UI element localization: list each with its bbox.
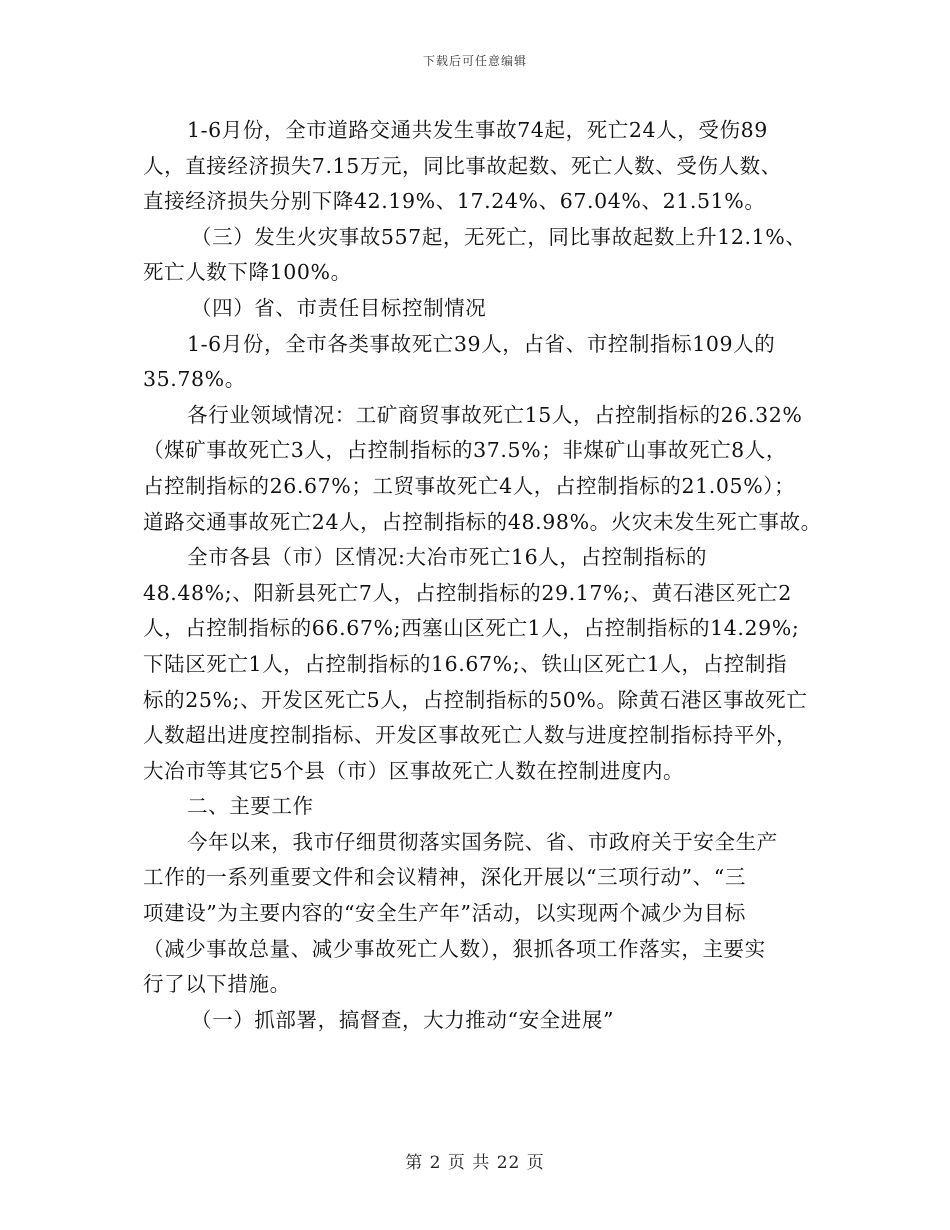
text-line: 人，直接经济损失7.15万元，同比事故起数、死亡人数、受伤人数、	[143, 153, 782, 178]
text-line: 人数超出进度控制指标、开发区事故死亡人数与进度控制指标持平外，	[143, 723, 798, 748]
text-line: 1-6月份，全市各类事故死亡39人，占省、市控制指标109人的	[187, 331, 776, 356]
text-line: 死亡人数下降100%。	[143, 260, 352, 285]
text-line: 下陆区死亡1人，占控制指标的16.67%;、铁山区死亡1人，占控制指	[143, 651, 788, 676]
text-line: （煤矿事故死亡3人，占控制指标的37.5%；非煤矿山事故死亡8人，	[143, 438, 788, 463]
text-line: 全市各县（市）区情况:大冶市死亡16人，占控制指标的	[187, 545, 708, 570]
text-line: 1-6月份，全市道路交通共发生事故74起，死亡24人，受伤89	[187, 118, 768, 142]
text-line: 人，占控制指标的66.67%;西塞山区死亡1人，占控制指标的14.29%;	[143, 616, 800, 641]
text-line: 项建设”为主要内容的“安全生产年”活动，以实现两个减少为目标	[143, 901, 746, 926]
text-line: 工作的一系列重要文件和会议精神，深化开展以“三项行动”、“三	[143, 865, 746, 890]
text-line: 各行业领域情况：工矿商贸事故死亡15人，占控制指标的26.32%	[187, 402, 803, 427]
text-line: （四）省、市责任目标控制情况	[191, 295, 487, 320]
text-line: 35.78%。	[143, 367, 246, 392]
document-body	[143, 113, 823, 1038]
page-number: 第 2 页 共 22 页	[405, 1153, 545, 1173]
text-line: 行了以下措施。	[143, 972, 291, 997]
text-line: （一）抓部署，搞督查，大力推动“安全进展”	[191, 1007, 615, 1032]
text-line: 道路交通事故死亡24人，占控制指标的48.98%。火灾未发生死亡事故。	[143, 509, 822, 534]
text-line: 今年以来，我市仔细贯彻落实国务院、省、市政府关于安全生产	[187, 829, 778, 854]
text-line: 标的25%;、开发区死亡5人，占控制指标的50%。除黄石港区事故死亡	[143, 687, 808, 712]
text-line: 占控制指标的26.67%；工贸事故死亡4人，占控制指标的21.05%）；	[143, 473, 796, 498]
text-line: 大冶市等其它5个县（市）区事故死亡人数在控制进度内。	[143, 758, 685, 783]
text-line: （三）发生火灾事故557起，无死亡，同比事故起数上升12.1%、	[191, 224, 807, 249]
text-line: 48.48%;、阳新县死亡7人，占控制指标的29.17%;、黄石港区死亡2	[143, 580, 792, 605]
text-line: （减少事故总量、减少事故死亡人数），狠抓各项工作落实，主要实	[143, 936, 766, 961]
page-header: 下载后可任意编辑	[422, 54, 527, 68]
text-line: 二、主要工作	[187, 794, 314, 819]
text-line: 直接经济损失分别下降42.19%、17.24%、67.04%、21.51%。	[143, 189, 766, 214]
